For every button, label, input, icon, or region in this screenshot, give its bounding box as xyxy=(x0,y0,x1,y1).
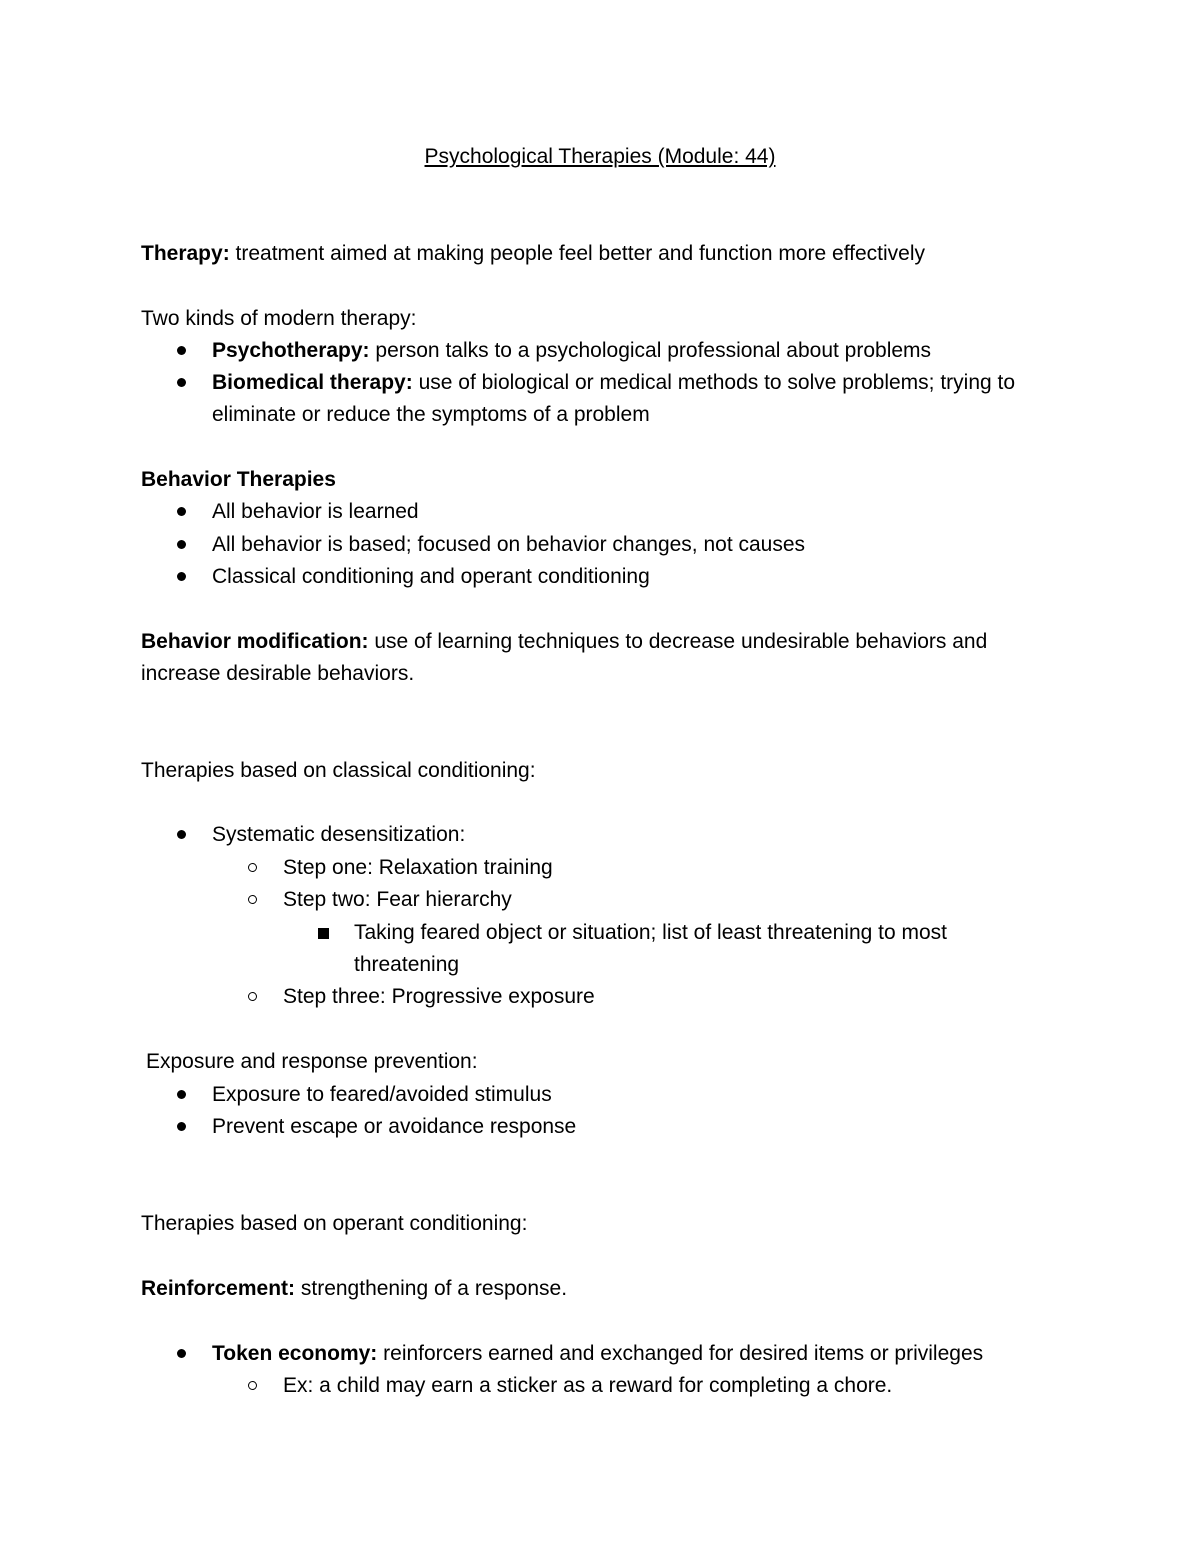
therapy-text: treatment aimed at making people feel better and function more effectively xyxy=(229,242,926,265)
bullet-circle-icon xyxy=(248,863,257,872)
behavior-modification-text-cont: increase desirable behaviors. xyxy=(141,662,415,685)
step-two-item: Step two: Fear hierarchy xyxy=(283,888,512,911)
token-economy-text: reinforcers earned and exchanged for desired items or privileges xyxy=(377,1342,984,1365)
biomedical-text: use of biological or medical methods to solve problems; trying to xyxy=(412,371,1016,394)
page-title: Psychological Therapies (Module: 44) xyxy=(424,145,776,168)
token-economy-term: Token economy: xyxy=(212,1342,378,1365)
operant-heading: Therapies based on operant conditioning: xyxy=(141,1212,528,1235)
bullet-disc-icon xyxy=(177,1090,186,1099)
behavior-item: All behavior is learned xyxy=(212,500,419,523)
bullet-disc-icon xyxy=(177,507,186,516)
biomedical-term: Biomedical therapy: xyxy=(212,371,413,394)
step-two-detail-cont: threatening xyxy=(354,953,460,976)
bullet-circle-icon xyxy=(248,992,257,1001)
classical-heading: Therapies based on classical conditioning: xyxy=(141,759,536,782)
psychotherapy-term: Psychotherapy: xyxy=(212,339,370,362)
biomedical-item xyxy=(212,370,1015,396)
bullet-circle-icon xyxy=(248,1381,257,1390)
behavior-modification-definition xyxy=(141,629,987,655)
behavior-modification-term: Behavior modification: xyxy=(141,630,369,653)
psychotherapy-text: person talks to a psychological professional about problems xyxy=(369,339,932,362)
behavior-item: All behavior is based; focused on behavior changes, not causes xyxy=(212,533,806,556)
bullet-disc-icon xyxy=(177,378,186,387)
exposure-heading: Exposure and response prevention: xyxy=(146,1050,478,1073)
reinforcement-text: strengthening of a response. xyxy=(295,1277,568,1300)
bullet-disc-icon xyxy=(177,346,186,355)
therapy-definition xyxy=(141,241,925,267)
bullet-disc-icon xyxy=(177,540,186,549)
bullet-circle-icon xyxy=(248,895,257,904)
exposure-item: Exposure to feared/avoided stimulus xyxy=(212,1083,552,1106)
bullet-disc-icon xyxy=(177,1122,186,1131)
biomedical-text-cont: eliminate or reduce the symptoms of a problem xyxy=(212,403,650,426)
behavior-item: Classical conditioning and operant conditioning xyxy=(212,565,650,588)
step-two-detail-item: Taking feared object or situation; list of least threatening to most xyxy=(354,921,947,944)
psychotherapy-item xyxy=(212,338,931,364)
bullet-disc-icon xyxy=(177,572,186,581)
step-three-item: Step three: Progressive exposure xyxy=(283,985,595,1008)
bullet-disc-icon xyxy=(177,1349,186,1358)
therapy-term: Therapy: xyxy=(141,242,230,265)
bullet-square-icon xyxy=(318,928,329,939)
token-economy-example: Ex: a child may earn a sticker as a reward for completing a chore. xyxy=(283,1374,893,1397)
systematic-desensitization-item: Systematic desensitization: xyxy=(212,823,466,846)
two-kinds-heading: Two kinds of modern therapy: xyxy=(141,307,417,330)
behavior-therapies-heading: Behavior Therapies xyxy=(141,468,336,491)
step-one-item: Step one: Relaxation training xyxy=(283,856,553,879)
reinforcement-definition xyxy=(141,1276,567,1302)
bullet-disc-icon xyxy=(177,830,186,839)
reinforcement-term: Reinforcement: xyxy=(141,1277,296,1300)
exposure-item: Prevent escape or avoidance response xyxy=(212,1115,577,1138)
behavior-modification-text: use of learning techniques to decrease undesirable behaviors and xyxy=(368,630,988,653)
token-economy-item xyxy=(212,1341,983,1367)
